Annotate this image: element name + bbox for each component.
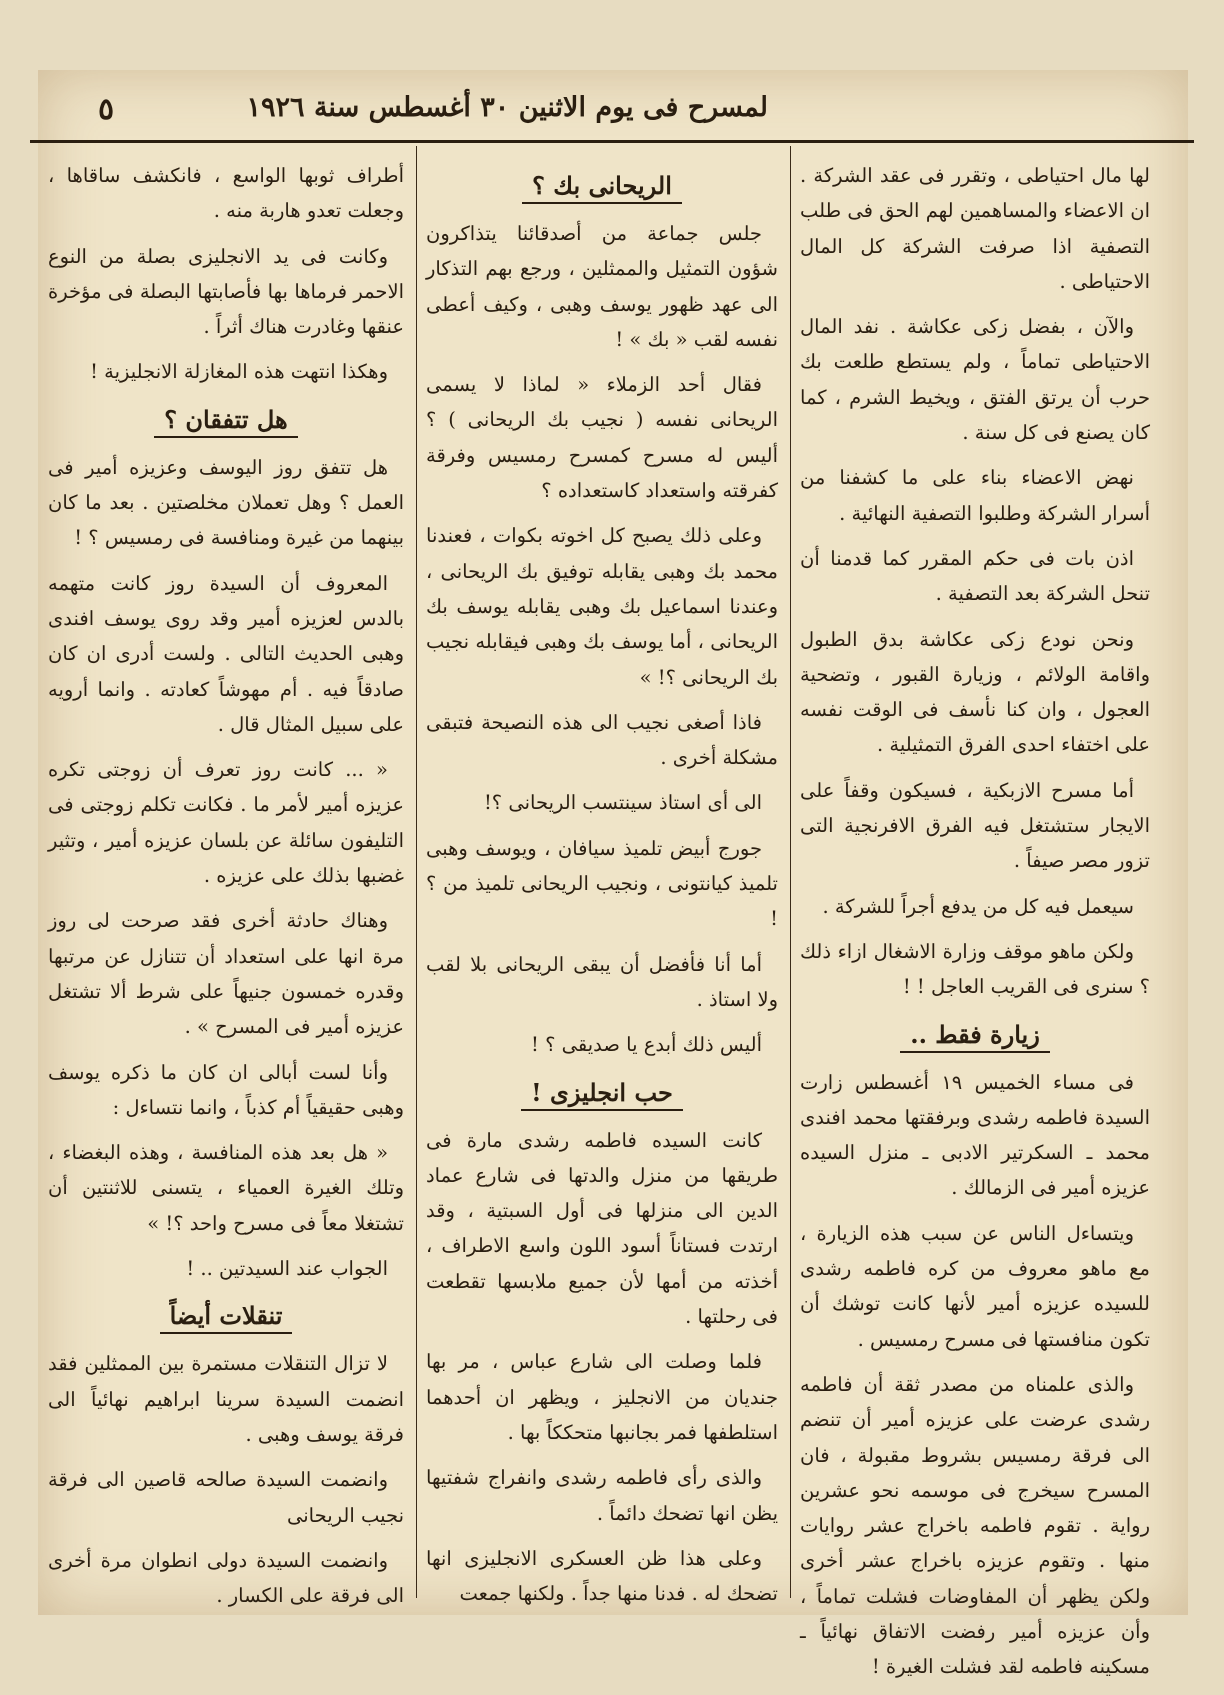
- article-paragraph: فى مساء الخميس ١٩ أغسطس زارت السيدة فاطمه رشدى وبرفقتها محمد افندى محمد ـ السكرتير الادبى ـ منزل السيده عزيزه أمير فى الزمالك .: [800, 1070, 1150, 1200]
- page-header: [38, 86, 1188, 136]
- header-rule: [30, 140, 1194, 143]
- article-paragraph: وهكذا انتهت هذه المغازلة الانجليزية !: [90, 360, 388, 384]
- article-paragraph: اذن بات فى حكم المقرر كما قدمنا أن تنحل الشركة بعد التصفية .: [800, 546, 1150, 606]
- article-heading: [426, 166, 778, 206]
- heading-text: الريحانى بك ؟: [522, 171, 682, 204]
- heading-text: تنقلات أيضاً: [160, 1301, 293, 1334]
- heading-text: زيارة فقط ..: [900, 1020, 1050, 1053]
- page-title: لمسرح فى يوم الاثنين ٣٠ أغسطس سنة ١٩٢٦: [246, 92, 768, 123]
- article-paragraph: « هل بعد هذه المنافسة ، وهذه البغضاء ، وتلك الغيرة العمياء ، يتسنى للاثنتين أن تشتغلا معاً فى مسرح واحد ؟! »: [48, 1141, 404, 1235]
- article-paragraph: لا تزال التنقلات مستمرة بين الممثلين فقد انضمت السيدة سرينا ابراهيم نهائياً الى فرقة يوسف وهبى .: [48, 1352, 404, 1446]
- article-paragraph: جورج أبيض تلميذ سيافان ، ويوسف وهبى تلميذ كيانتونى ، ونجيب الريحانى تلميذ من ؟ !: [426, 836, 778, 931]
- article-heading: [48, 400, 404, 440]
- article-paragraph: جلس جماعة من أصدقائنا يتذاكرون شؤون التمثيل والممثلين ، ورجع بهم التذكار الى عهد ظهور يوسف وهبى ، وكيف أعطى نفسه لقب « بك » !: [426, 222, 778, 351]
- article-paragraph: أما مسرح الازبكية ، فسيكون وقفاً على الايجار ستشتغل فيه الفرق الافرنجية التى تزور مصر صيفاً .: [800, 778, 1150, 873]
- column-divider: [790, 146, 791, 1598]
- article-paragraph: سيعمل فيه كل من يدفع أجراً للشركة .: [822, 894, 1134, 918]
- article-heading: [800, 1015, 1150, 1055]
- article-paragraph: أطراف ثوبها الواسع ، فانكشف ساقاها ، وجعلت تعدو هاربة منه .: [48, 164, 404, 223]
- article-paragraph: وانضمت السيدة صالحه قاصين الى فرقة نجيب الريحانى: [48, 1468, 404, 1527]
- article-paragraph: والذى رأى فاطمه رشدى وانفراج شفتيها يظن انها تضحك دائماً .: [426, 1466, 778, 1525]
- article-paragraph: وانضمت السيدة دولى انطوان مرة أخرى الى فرقة على الكسار .: [48, 1548, 404, 1608]
- article-paragraph: وعلى هذا ظن العسكرى الانجليزى انها تضحك له . فدنا منها جداً . ولكنها جمعت: [426, 1546, 778, 1606]
- article-paragraph: نهض الاعضاء بناء على ما كشفنا من أسرار الشركة وطلبوا التصفية النهائية .: [800, 466, 1150, 525]
- article-heading: [426, 1073, 778, 1113]
- article-paragraph: والذى علمناه من مصدر ثقة أن فاطمه رشدى عرضت على عزيزه أمير أن تنضم الى فرقة رمسيس بشروط مقبولة ، فان المسرح سيخرج فى موسمه نحو عشرين رواية . تقوم فاطمه باخراج عشر روايات منها . وتقوم عزيزه باخراج عشر أخرى ولكن يظهر أن المفاوضات فشلت تماماً ، وأن عزيزه أمير رفضت الاتفاق نهائياً ـ مسكينه فاطمه لقد فشلت الغيرة !: [800, 1372, 1150, 1679]
- heading-text: حب انجليزى !: [521, 1078, 683, 1111]
- article-heading: [48, 1296, 404, 1336]
- article-paragraph: ويتساءل الناس عن سبب هذه الزيارة ، مع ماهو معروف من كره فاطمه رشدى للسيده عزيزه أمير لأنها كانت توشك أن تكون منافستها فى مسرح رمسيس .: [800, 1221, 1150, 1351]
- article-paragraph: الى أى استاذ سينتسب الريحانى ؟!: [483, 791, 762, 815]
- heading-text: هل تتفقان ؟: [154, 405, 297, 438]
- article-paragraph: أليس ذلك أبدع يا صديقى ؟ !: [531, 1033, 762, 1057]
- article-paragraph: المعروف أن السيدة روز كانت متهمه بالدس لعزيزه أمير وقد روى يوسف افندى وهبى الحديث التالى . ولست أدرى ان كان صادقاً فيه . أم مهوشاً كعادته . وانما أرويه على سبيل المثال قال .: [48, 571, 404, 736]
- middle-column: [426, 158, 778, 1621]
- right-column: [800, 158, 1150, 1695]
- page-number: ٥: [98, 92, 115, 127]
- article-paragraph: والآن ، بفضل زكى عكاشة . نفد المال الاحتياطى تماماً ، ولم يستطع طلعت بك حرب أن يرتق الفتق ، ويخيط الشرم ، كما كان يصنع فى كل سنة .: [800, 315, 1150, 445]
- article-paragraph: كانت السيده فاطمه رشدى مارة فى طريقها من منزل والدتها فى شارع عماد الدين الى منزلها فى أول السبتية ، وقد ارتدت فستاناً أسود اللون واسع الاطراف ، أخذته من أمها لأن جميع ملابسها تقطعت فى رحلتها .: [426, 1128, 778, 1329]
- article-paragraph: ونحن نودع زكى عكاشة بدق الطبول واقامة الولائم ، وزيارة القبور ، وتضحية العجول ، وان كنا نأسف فى الوقت نفسه على اختفاء احدى الفرق التمثيلية .: [800, 627, 1150, 757]
- article-paragraph: أما أنا فأفضل أن يبقى الريحانى بلا لقب ولا استاذ .: [426, 952, 778, 1011]
- article-paragraph: لها مال احتياطى ، وتقرر فى عقد الشركة . ان الاعضاء والمساهمين لهم الحق فى طلب التصفية اذا صرفت الشركة كل المال الاحتياطى .: [800, 164, 1150, 293]
- article-paragraph: فاذا أصغى نجيب الى هذه النصيحة فتبقى مشكلة أخرى .: [426, 710, 778, 770]
- article-paragraph: الجواب عند السيدتين .. !: [186, 1257, 388, 1281]
- article-paragraph: ولكن ماهو موقف وزارة الاشغال ازاء ذلك ؟ سنرى فى القريب العاجل ! !: [800, 939, 1150, 999]
- article-paragraph: فلما وصلت الى شارع عباس ، مر بها جنديان من الانجليز ، ويظهر ان أحدهما استلطفها فمر بجانبها متحككاً بها .: [426, 1350, 778, 1444]
- article-paragraph: وعلى ذلك يصبح كل اخوته بكوات ، فعندنا محمد بك وهبى يقابله توفيق بك الريحانى ، وعندنا اسماعيل بك وهبى يقابله يوسف بك الريحانى ، أما يوسف بك وهبى فيقابله نجيب بك الريحانى ؟! »: [426, 524, 778, 689]
- article-paragraph: وكانت فى يد الانجليزى بصلة من النوع الاحمر فرماها بها فأصابتها البصلة فى مؤخرة عنقها وغادرت هناك أثراً .: [48, 244, 404, 339]
- left-column: [48, 158, 404, 1623]
- article-paragraph: وهناك حادثة أخرى فقد صرحت لى روز مرة انها على استعداد أن تتنازل عن مرتبها وقدره خمسون جنيهاً على شرط ألا تشتغل عزيزه أمير فى المسرح » .: [48, 909, 404, 1039]
- article-paragraph: « ... كانت روز تعرف أن زوجتى تكره عزيزه أمير لأمر ما . فكانت تكلم زوجتى فى التليفون سائلة عن بلسان عزيزه أمير ، وتثير غضبها بذلك على عزيزه .: [48, 758, 404, 888]
- article-paragraph: فقال أحد الزملاء « لماذا لا يسمى الريحانى نفسه ( نجيب بك الريحانى ) ؟ أليس له مسرح كمسرح رمسيس وفرقة كفرقته واستعداد كاستعداده ؟: [426, 373, 778, 503]
- column-divider: [416, 146, 417, 1598]
- article-paragraph: هل تتفق روز اليوسف وعزيزه أمير فى العمل ؟ وهل تعملان مخلصتين . بعد ما كان بينهما من غيرة ومنافسة فى رمسيس ؟ !: [48, 455, 404, 550]
- article-paragraph: وأنا لست أبالى ان كان ما ذكره يوسف وهبى حقيقياً أم كذباً ، وانما نتساءل :: [48, 1060, 404, 1119]
